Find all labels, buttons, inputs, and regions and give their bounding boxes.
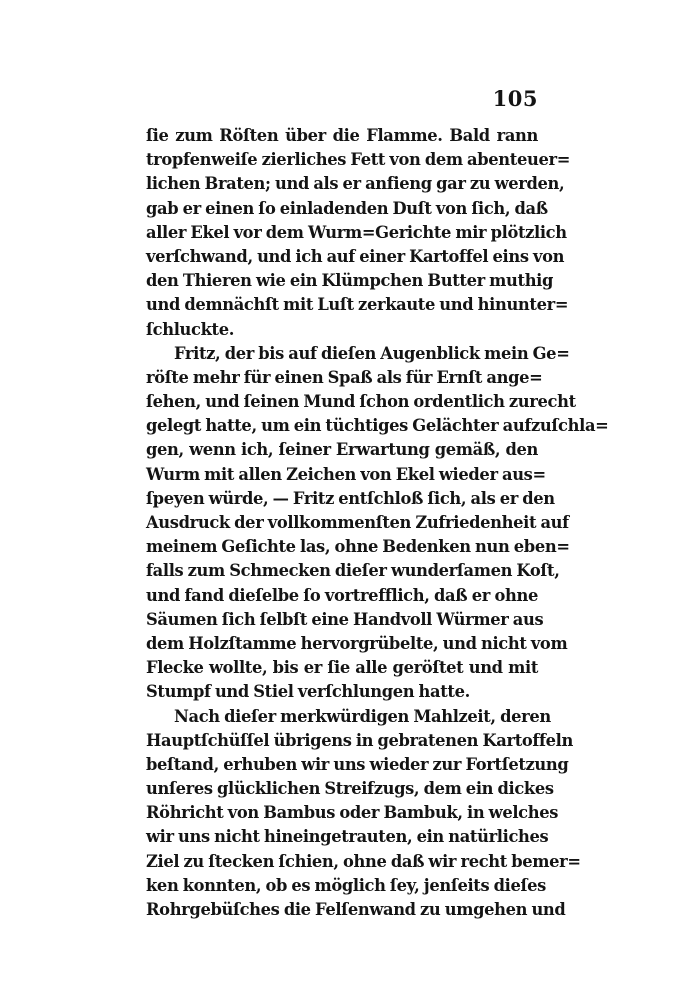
text-line: wir uns nicht hineingetrauten, ein natürliches [146,827,549,847]
text-line: Ziel zu ſtecken ſchien, ohne daß wir recht bemer= [146,851,581,871]
text-line: ſehen, und ſeinen Mund ſchon ordentlich zurecht [146,392,576,412]
text-line: Säumen ſich ſelbſt eine Handvoll Würmer aus [146,609,544,629]
text-line: Nach dieſer merkwürdigen Mahlzeit, deren [174,706,551,726]
text-line: Flecke wollte, bis er ſie alle geröſtet und mit [146,658,538,678]
text-line: ſchluckte. [146,319,235,339]
text-line: falls zum Schmecken dieſer wunderſamen Koſt, [146,561,560,581]
text-line: und demnächſt mit Luſt zerkaute und hinunter= [146,295,569,315]
text-line: unſeres glücklichen Streifzugs, dem ein dickes [146,779,554,799]
text-line: den Thieren wie ein Klümpchen Butter muthig [146,271,554,291]
text-line: aller Ekel vor dem Wurm=Gerichte mir plötzlich [146,222,567,242]
text-line: Röhricht von Bambus oder Bambuk, in welches [146,803,559,823]
text-line: Ausdruck der vollkommenſten Zufriedenheit auf [146,513,569,532]
body-text [146,124,609,922]
text-line: tropfenweiſe zierliches Fett von dem abenteuer= [146,150,570,170]
text-line: ken konnten, ob es möglich ſey, jenſeits dieſes [146,875,546,895]
text-line: ſpeyen würde, — Fritz entſchloß ſich, als er den [146,488,555,508]
page-number: 105 [492,86,538,111]
text-line: beſtand, erhuben wir uns wieder zur Fortſetzung [146,754,569,774]
text-line: Fritz, der bis auf dieſen Augenblick mein Ge= [174,343,570,363]
text-line: röſte mehr für einen Spaß als für Ernſt ange= [146,367,543,387]
text-line: ſie zum Röſten über die Flamme. Bald rann [146,126,538,145]
text-line: gelegt hatte, um ein tüchtiges Gelächter aufzuſchla= [146,416,609,436]
text-line: verſchwand, und ich auf einer Kartoffel eins von [146,246,565,266]
text-line: dem Holzſtamme hervorgrübelte, und nicht vom [146,633,568,653]
text-line: Wurm mit allen Zeichen von Ekel wieder aus= [146,464,546,484]
text-line: Rohrgebüſches die Felſenwand zu umgehen und [146,900,566,919]
text-line: lichen Braten; und als er anfieng gar zu werden, [146,174,565,194]
text-line: und fand dieſelbe ſo vortrefflich, daß er ohne [146,585,538,605]
text-line: Hauptſchüſſel übrigens in gebratenen Kartoffeln [146,730,574,750]
text-line: gen, wenn ich, ſeiner Erwartung gemäß, den [146,440,538,460]
text-line: Stumpf und Stiel verſchlungen hatte. [146,682,470,702]
text-line: gab er einen ſo einladenden Duſt von ſich, daß [146,198,548,218]
text-line: meinem Geſichte las, ohne Bedenken nun eben= [146,537,570,557]
